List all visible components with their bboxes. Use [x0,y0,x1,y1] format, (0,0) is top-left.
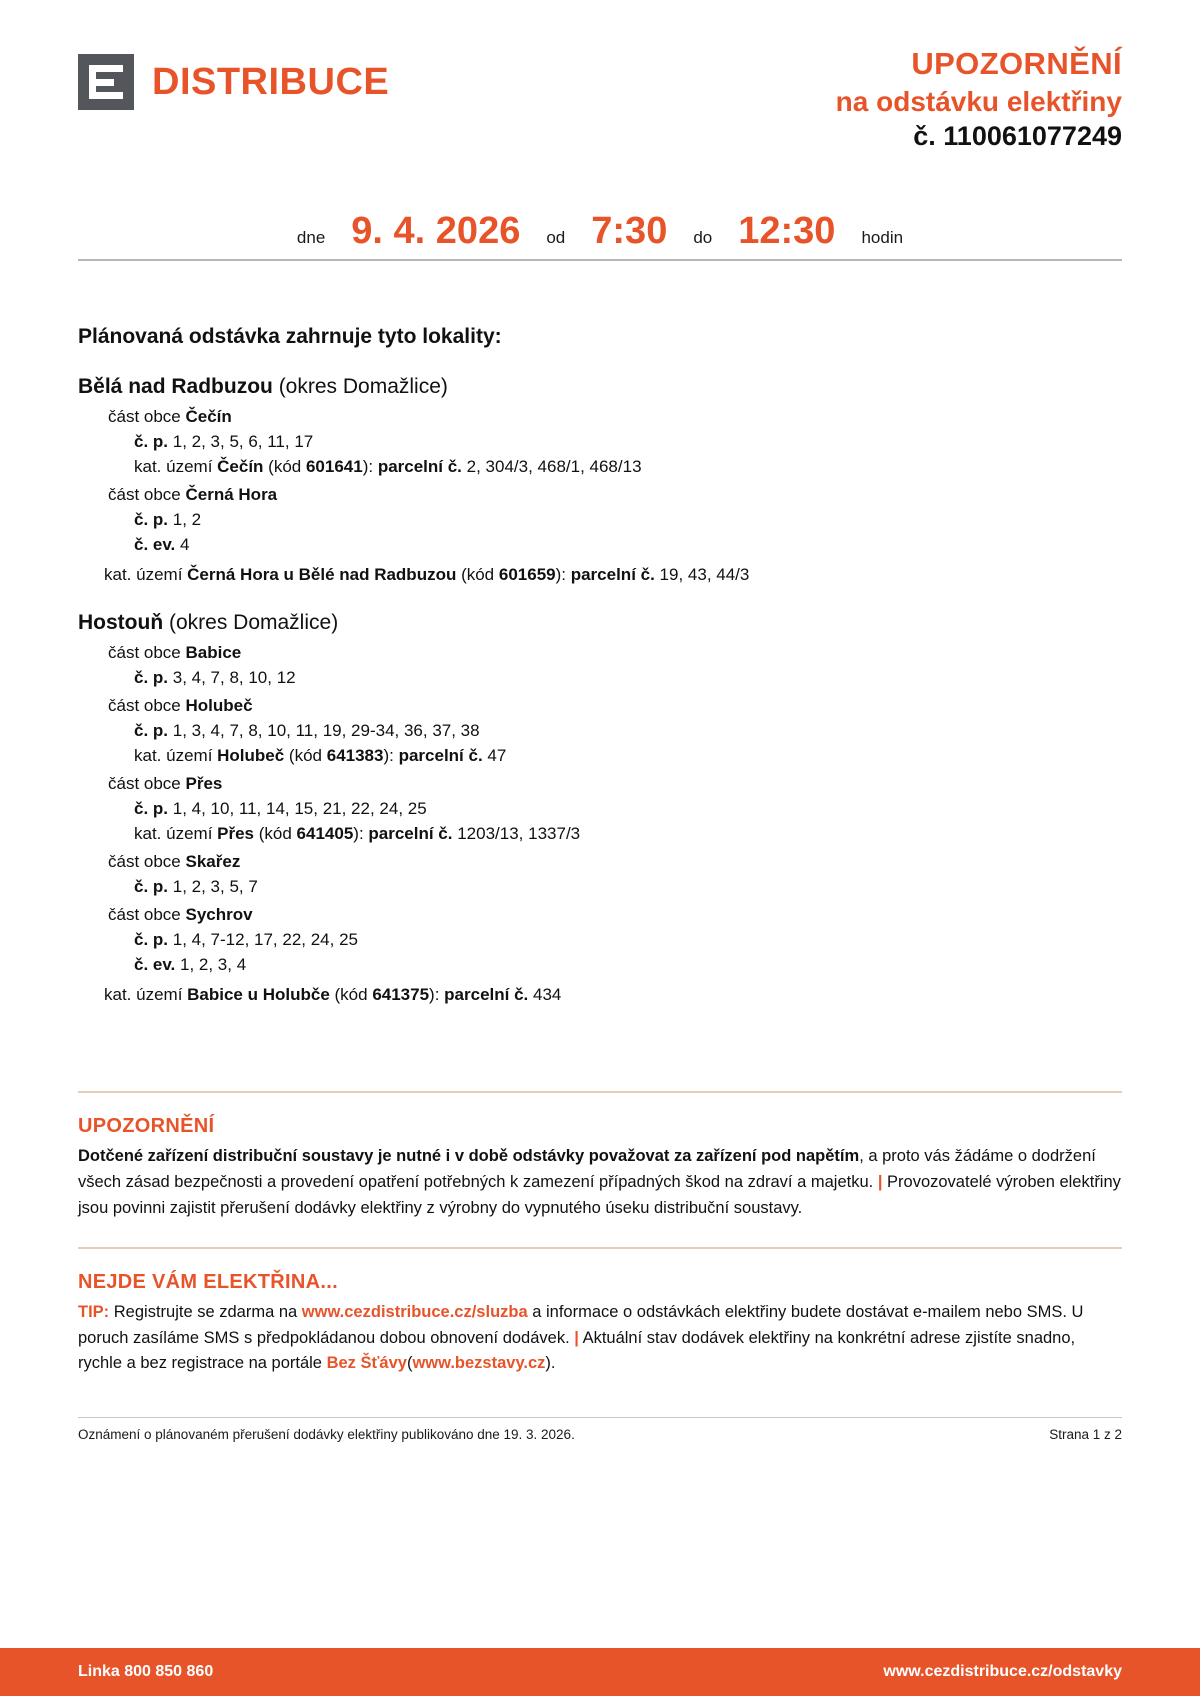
localities-heading: Plánovaná odstávka zahrnuje tyto lokality: [78,325,502,349]
divider-tip [78,1247,1122,1249]
address-line [134,955,1122,975]
village-part [108,774,1122,794]
village-part-name: Sychrov [185,905,253,925]
cadastre-line [104,565,1122,585]
address-label: č. p. [134,668,169,688]
cadastre-line [134,457,1122,477]
divider-notice [78,1091,1122,1093]
parcel-values: 434 [528,985,562,1005]
notice-title: UPOZORNĚNÍ [911,46,1122,81]
cadastre-code-suffix: ): [353,824,369,844]
address-label: č. p. [134,510,169,530]
address-line [134,668,1122,688]
notice-bold-lead: Dotčené zařízení distribuční soustavy je nutné i v době odstávky považovat za zařízení pod napětím [78,1147,860,1166]
address-label: č. ev. [134,535,176,555]
footer-bar [0,1648,1200,1696]
village-part-prefix: část obce [108,485,186,505]
municipality-district: (okres Domažlice) [163,611,339,635]
village-part-prefix: část obce [108,696,186,716]
footer-published: Oznámení o plánovaném přerušení dodávky elektřiny publikováno dne 19. 3. 2026. [78,1426,575,1442]
village-part-name: Skařez [185,852,241,872]
municipality-title: Hostouň [78,611,164,635]
address-label: č. p. [134,930,169,950]
address-values: 3, 4, 7, 8, 10, 12 [168,668,296,688]
from-label: od [546,228,566,248]
address-values: 1, 2 [168,510,202,530]
municipality-district: (okres Domažlice) [272,375,448,399]
cadastre-line [134,824,1122,844]
address-label: č. p. [134,877,169,897]
cadastre-line [104,985,1122,1005]
address-values: 1, 4, 7-12, 17, 22, 24, 25 [168,930,358,950]
cadastre-code: 641375 [372,985,430,1005]
address-label: č. p. [134,799,169,819]
tip-text-1: Registrujte se zdarma na [113,1303,298,1322]
address-values: 1, 2, 3, 5, 6, 11, 17 [168,432,314,452]
brand-wordmark: DISTRIBUCE [152,61,390,103]
notice-title-block [836,46,1122,152]
cadastre-code-label: (kód [263,457,306,477]
tip-text-3: Aktuální stav dodávek elektřiny na konkrétní adrese zjistíte snadno, rychle a bez registrace na portále [78,1328,1076,1373]
village-part-prefix: část obce [108,774,186,794]
cez-logo-icon [78,54,134,110]
address-values: 4 [175,535,190,555]
tip-text-2: a informace o odstávkách elektřiny budete dostávat e-mailem nebo SMS. U poruch zasíláme SMS s předpokládanou dobou obnovení dodávek. [78,1303,1084,1347]
parcel-label: parcelní č. [444,985,529,1005]
cadastre-code-suffix: ): [429,985,445,1005]
village-part-prefix: část obce [108,643,186,663]
cadastre-code-label: (kód [329,985,373,1005]
footer-hotline: Linka 800 850 860 [78,1663,214,1680]
cadastre-code-suffix: ): [362,457,378,477]
address-label: č. p. [134,432,169,452]
cadastre-code-label: (kód [456,565,499,585]
village-part-name: Černá Hora [185,485,278,505]
village-part-prefix: část obce [108,852,186,872]
address-line [134,432,1122,452]
parcel-label: parcelní č. [398,746,483,766]
address-line [134,535,1122,555]
address-line [134,799,1122,819]
municipality-block [78,611,1122,1005]
footer-meta [78,1418,1122,1442]
footer-website[interactable]: www.cezdistribuce.cz/odstavky [883,1663,1122,1680]
hours-label: hodin [861,228,904,248]
cadastre-label: kat. území [134,824,218,844]
address-line [134,510,1122,530]
village-part [108,643,1122,663]
cadastre-code-suffix: ): [555,565,571,585]
tip-portal-close: ). [545,1354,556,1373]
parcel-label: parcelní č. [570,565,655,585]
address-label: č. ev. [134,955,176,975]
parcel-label: parcelní č. [377,457,462,477]
village-part [108,407,1122,427]
cadastre-code-label: (kód [284,746,327,766]
parcel-values: 47 [482,746,507,766]
cadastre-label: kat. území [104,985,188,1005]
cadastre-code-label: (kód [254,824,297,844]
brand-logo [78,46,389,110]
date-value: 9. 4. 2026 [351,210,521,253]
village-part-name: Babice [185,643,242,663]
municipality-name [78,611,1122,635]
notice-text-after-lead: , a proto vás žádáme o dodržení všech zásad bezpečnosti a provedení opatření potřebných k zamezení případných škod na zdraví a majetku. [78,1147,1096,1192]
address-values: 1, 3, 4, 7, 8, 10, 11, 19, 29-34, 36, 37, 38 [168,721,480,741]
tip-separator: | [574,1328,579,1347]
parcel-values: 1203/13, 1337/3 [452,824,581,844]
village-part-prefix: část obce [108,407,186,427]
footer-page-number: Strana 1 z 2 [1049,1426,1122,1442]
address-values: 1, 4, 10, 11, 14, 15, 21, 22, 24, 25 [168,799,427,819]
municipality-name [78,375,1122,399]
date-label: dne [296,228,326,248]
address-values: 1, 2, 3, 4 [175,955,247,975]
municipality-block [78,375,1122,585]
parcel-label: parcelní č. [368,824,453,844]
address-line [134,877,1122,897]
tip-link-service[interactable]: www.cezdistribuce.cz/sluzba [301,1303,528,1322]
tip-portal-link[interactable]: www.bezstavy.cz [412,1354,546,1373]
notice-text-second: Provozovatelé výroben elektřiny jsou povinni zajistit přerušení dodávky elektřiny z výrobny do vypnutého úseku distribuční soustavy. [78,1173,1121,1217]
village-part-name: Čečín [185,407,232,427]
parcel-values: 19, 43, 44/3 [654,565,750,585]
outage-schedule [78,210,1122,261]
tip-section-heading: NEJDE VÁM ELEKTŘINA... [78,1271,338,1294]
cadastre-label: kat. území [104,565,188,585]
to-time: 12:30 [738,210,836,253]
notice-subtitle: na odstávku elektřiny [835,85,1122,117]
from-time: 7:30 [591,210,668,253]
village-part [108,485,1122,505]
village-part-prefix: část obce [108,905,186,925]
cadastre-code: 601641 [305,457,363,477]
notice-section-heading: UPOZORNĚNÍ [78,1115,215,1138]
cadastre-code: 641405 [296,824,354,844]
address-label: č. p. [134,721,169,741]
address-values: 1, 2, 3, 5, 7 [168,877,258,897]
notice-number: č. 110061077249 [913,120,1122,151]
cadastre-name: Čečín [217,457,264,477]
village-part [108,852,1122,872]
notice-separator: | [877,1173,883,1192]
tip-section-body [78,1300,1122,1377]
cadastre-code-suffix: ): [383,746,399,766]
tip-portal-open: ( [406,1354,413,1373]
parcel-values: 2, 304/3, 468/1, 468/13 [461,457,642,477]
document-header [78,0,1122,152]
village-part-name: Holubeč [185,696,253,716]
cadastre-label: kat. území [134,457,218,477]
cadastre-name: Černá Hora u Bělé nad Radbuzou [187,565,457,585]
cadastre-code: 641383 [326,746,384,766]
tip-label: TIP: [78,1303,110,1322]
tip-portal-name: Bez Šťávy [326,1354,407,1373]
cadastre-name: Přes [217,824,255,844]
municipality-title: Bělá nad Radbuzou [78,375,273,399]
village-part-name: Přes [185,774,223,794]
cadastre-line [134,746,1122,766]
cadastre-name: Holubeč [217,746,285,766]
cadastre-name: Babice u Holubče [187,985,330,1005]
village-part [108,696,1122,716]
cadastre-code: 601659 [498,565,556,585]
localities-list [78,375,1122,1005]
village-part [108,905,1122,925]
to-label: do [693,228,713,248]
notice-section-body [78,1144,1122,1221]
address-line [134,930,1122,950]
cadastre-label: kat. území [134,746,218,766]
address-line [134,721,1122,741]
